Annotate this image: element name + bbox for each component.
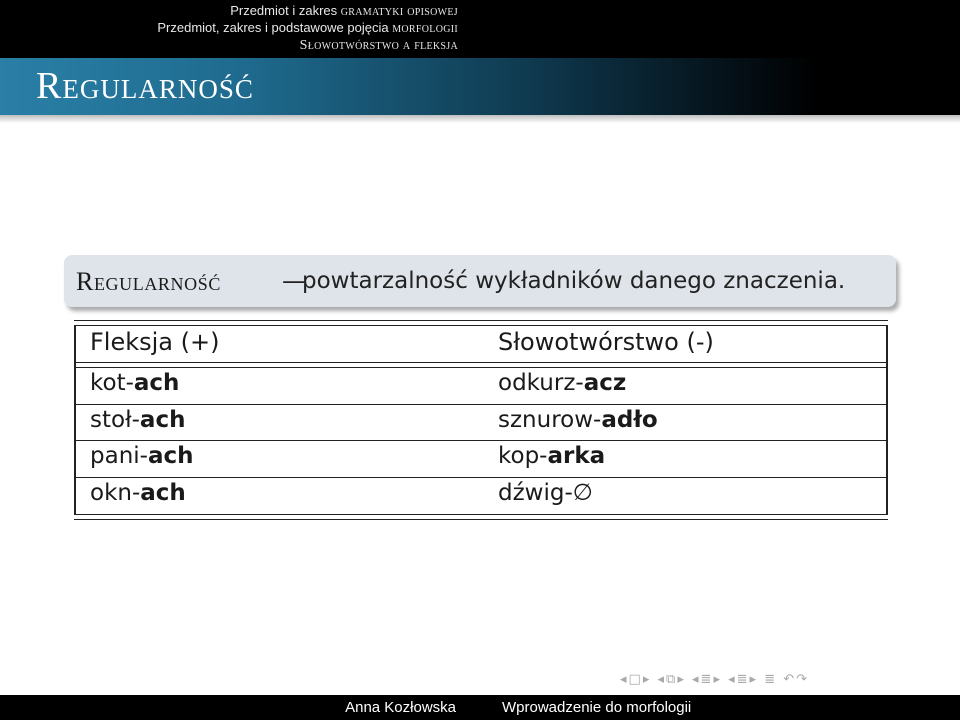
nav-section-2-sc: morfologii bbox=[392, 21, 458, 36]
stem: pani- bbox=[90, 443, 148, 469]
nav-section-2-prefix: Przedmiot, zakres i podstawowe pojęcia bbox=[157, 20, 393, 35]
suffix: arka bbox=[547, 443, 606, 469]
nav-section-1-sc: gramatyki opisowej bbox=[340, 4, 458, 19]
beamer-headline bbox=[0, 0, 960, 58]
nav-section-2[interactable] bbox=[157, 21, 458, 36]
stem: sznurow- bbox=[498, 407, 602, 433]
author-name: Anna Kozłowska bbox=[345, 699, 456, 716]
table-bottom-rule-2 bbox=[74, 519, 888, 520]
table-row-rule bbox=[74, 477, 888, 478]
suffix: ach bbox=[133, 370, 180, 396]
subsection-next-icon[interactable]: ▸ bbox=[677, 672, 686, 687]
course-title: Wprowadzenie do morfologii bbox=[502, 699, 692, 716]
empty-set-symbol: ∅ bbox=[572, 480, 593, 506]
frame-next-icon[interactable]: ▸ bbox=[642, 672, 652, 687]
nav-section-1[interactable] bbox=[230, 4, 458, 19]
table-top-rule bbox=[74, 320, 888, 321]
table-cell bbox=[498, 370, 626, 396]
section-icon[interactable]: ≣ bbox=[700, 672, 714, 687]
table-cell bbox=[90, 407, 185, 433]
table-cell bbox=[498, 480, 593, 506]
table-cell bbox=[90, 443, 194, 469]
suffix: acz bbox=[583, 370, 627, 396]
frame-title-bar bbox=[0, 58, 960, 115]
table-top-rule-2 bbox=[74, 325, 888, 326]
suffix: ach bbox=[147, 443, 194, 469]
search-back-forward-icon[interactable]: ↶↷ bbox=[783, 672, 810, 687]
stem: kot- bbox=[90, 370, 134, 396]
suffix: ach bbox=[140, 480, 186, 506]
subsection-prev-icon[interactable]: ◂ bbox=[657, 672, 667, 687]
suffix: ach bbox=[139, 407, 186, 433]
footer-author bbox=[0, 699, 480, 716]
section-next-icon[interactable]: ▸ bbox=[713, 672, 722, 687]
subsubsection-next-icon[interactable]: ▸ bbox=[749, 672, 759, 687]
document-icon[interactable]: ≣ bbox=[764, 672, 778, 687]
table-header-fleksja: Fleksja (+) bbox=[90, 328, 220, 356]
stem: odkurz- bbox=[498, 370, 584, 396]
table-cell bbox=[498, 443, 605, 469]
nav-subsection-label: Słowotwórstwo a fleksja bbox=[299, 38, 458, 53]
table-cell bbox=[498, 407, 658, 433]
footer-course bbox=[480, 699, 960, 716]
definition-block bbox=[64, 255, 896, 307]
frame-icon[interactable]: □ bbox=[628, 672, 643, 687]
table-bottom-rule bbox=[74, 514, 888, 515]
table-row-rule bbox=[74, 362, 888, 363]
frame-title: Regularność bbox=[36, 65, 254, 107]
table-left-border bbox=[74, 325, 76, 515]
stem: okn- bbox=[90, 480, 141, 506]
subsubsection-prev-icon[interactable]: ◂ bbox=[728, 672, 737, 687]
subsection-icon[interactable]: ⧉ bbox=[666, 672, 678, 687]
table-row-rule bbox=[74, 404, 888, 405]
suffix: adło bbox=[601, 407, 658, 433]
table-row-rule bbox=[74, 367, 888, 368]
frame-prev-icon[interactable]: ◂ bbox=[620, 672, 629, 687]
definition-term: Regularność bbox=[76, 267, 221, 296]
definition-text: powtarzalność wykładników danego znaczenia. bbox=[302, 268, 846, 294]
section-prev-icon[interactable]: ◂ bbox=[692, 672, 701, 687]
definition-dash: — bbox=[282, 267, 306, 295]
subsubsection-icon[interactable]: ≣ bbox=[736, 672, 750, 687]
nav-section-1-prefix: Przedmiot i zakres bbox=[230, 3, 341, 18]
stem: dźwig- bbox=[498, 480, 573, 506]
stem: kop- bbox=[498, 443, 548, 469]
table-right-border bbox=[886, 325, 888, 515]
table-header-slowotworstwo: Słowotwórstwo (-) bbox=[498, 328, 714, 356]
title-shadow bbox=[0, 115, 960, 123]
beamer-footline bbox=[0, 695, 960, 720]
beamer-nav-symbols bbox=[620, 672, 809, 688]
table-cell bbox=[90, 480, 186, 506]
nav-subsection[interactable] bbox=[300, 38, 458, 53]
stem: stoł- bbox=[90, 407, 140, 433]
table-row-rule bbox=[74, 440, 888, 441]
table-cell bbox=[90, 370, 179, 396]
